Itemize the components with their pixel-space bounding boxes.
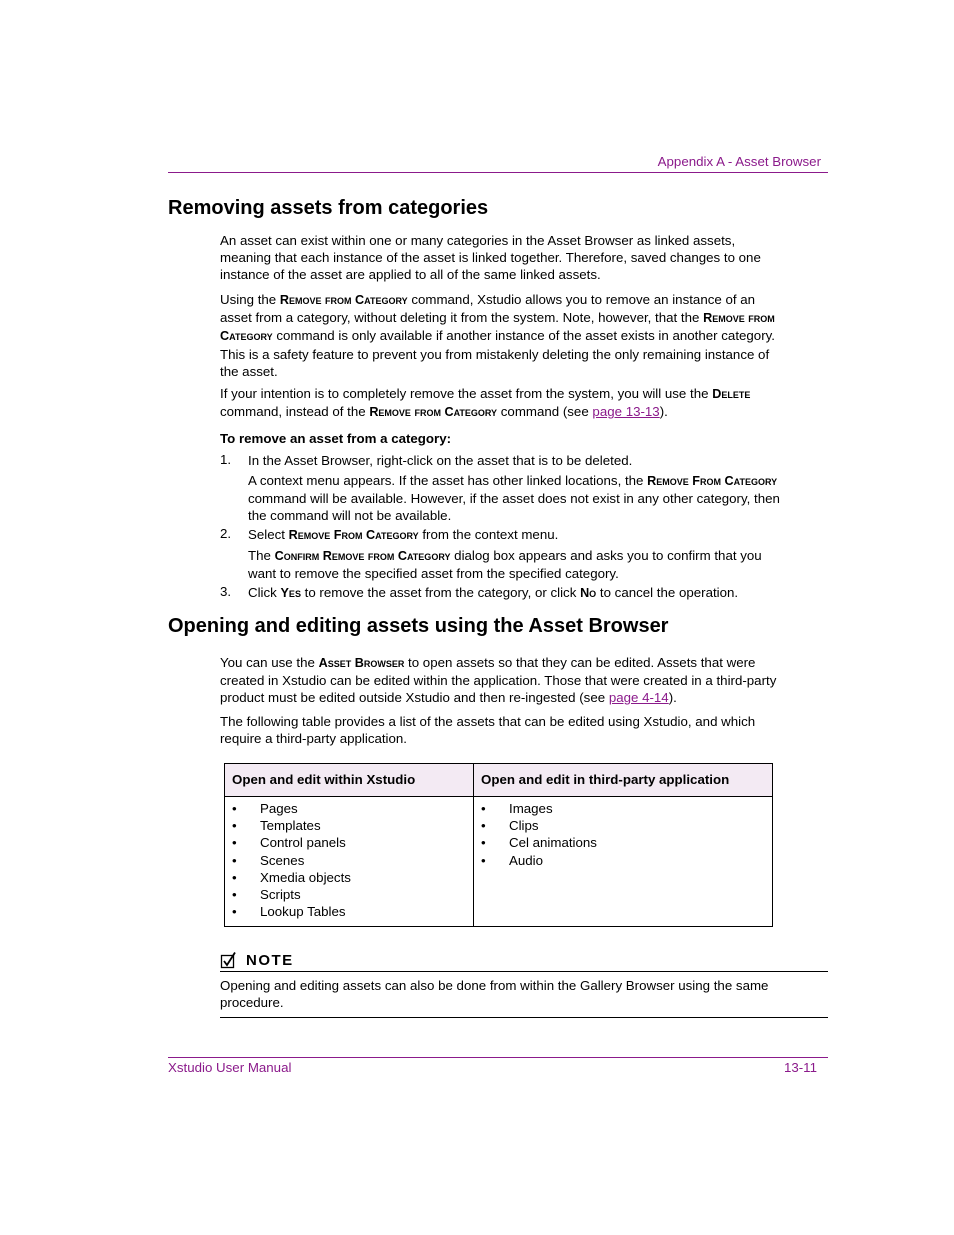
command-name: Remove From Category [647, 474, 778, 488]
checkbox-icon [220, 951, 238, 969]
text: command (see [497, 404, 593, 420]
text: ). [668, 690, 677, 706]
text: Using the [220, 292, 280, 307]
step-number: 1. [220, 452, 232, 467]
text: to cancel the operation. [596, 585, 739, 600]
command-name: Delete [712, 387, 751, 401]
text: A context menu appears. If the asset has other linked locations, the [248, 473, 648, 488]
text: to open assets so that they can be edited. Assets that were created in Xstudio can be edited within the application. Those that were created in a third-party product must be edited outside Xstudio and then re-ingested (see [220, 655, 777, 706]
footer-page-number: 13-11 [783, 1060, 817, 1075]
assets-table [224, 763, 773, 927]
text: from the context menu. [418, 527, 559, 542]
list-item: • Xmedia objects [225, 869, 473, 886]
note-label: NOTE [246, 951, 294, 969]
text: Select [248, 527, 289, 542]
command-name: No [580, 586, 597, 600]
bullet-list [474, 800, 772, 869]
command-name: Confirm Remove from Category [274, 549, 451, 563]
list-item: • Templates [225, 817, 473, 834]
text: The [248, 548, 275, 563]
step-text: In the Asset Browser, right-click on the asset that is to be deleted. [248, 453, 633, 468]
list-item: • Lookup Tables [225, 903, 473, 920]
page-link[interactable]: page 13-13 [592, 404, 660, 420]
step-note [248, 472, 783, 525]
list-item: • Images [474, 800, 772, 817]
footer-manual-title: Xstudio User Manual [168, 1060, 292, 1075]
step-text [248, 584, 783, 602]
table-header-cell: Open and edit in third-party application [474, 764, 773, 797]
table-cell [474, 797, 773, 927]
text: command, instead of the [220, 404, 370, 420]
section-title-removing: Removing assets from categories [168, 197, 489, 219]
list-item: • Clips [474, 817, 772, 834]
note-block [220, 948, 828, 1018]
table-header-cell: Open and edit within Xstudio [225, 764, 474, 797]
list-item: • Pages [225, 800, 473, 817]
list-item: • Audio [474, 852, 772, 869]
note-text: Opening and editing assets can also be done from within the Gallery Browser using the same procedure. [220, 978, 769, 1011]
text: dialog box appears and asks you to confirm that you want to remove the specified asset from the specified category. [248, 548, 762, 582]
text: Click [248, 585, 281, 600]
step-text [248, 526, 783, 544]
step-note [248, 547, 783, 582]
header-rule [168, 172, 828, 173]
list-item: • Cel animations [474, 834, 772, 851]
text: command will be available. However, if the asset does not exist in any other category, then the command will not be available. [248, 491, 780, 524]
text: to remove the asset from the category, or click [300, 585, 581, 600]
note-rule-bottom [220, 1017, 828, 1018]
command-name: Remove from Category [220, 311, 775, 344]
paragraph [220, 385, 780, 421]
paragraph [220, 654, 780, 707]
list-item: • Scenes [225, 852, 473, 869]
paragraph: An asset can exist within one or many categories in the Asset Browser as linked assets, meaning that each instance of the asset is linked together. Therefore, saved changes to one instance of the asset are applied to all of the same linked assets. [220, 233, 761, 283]
text: If your intention is to completely remove the asset from the system, you will use the [220, 386, 713, 401]
bullet-list [225, 800, 473, 920]
command-name: Yes [280, 586, 301, 600]
text: ). [659, 404, 668, 420]
list-item: • Scripts [225, 886, 473, 903]
command-name: Remove From Category [288, 528, 419, 542]
command-name: Remove from Category [369, 405, 498, 420]
paragraph [220, 291, 780, 380]
note-rule-top [220, 971, 828, 972]
text: command, Xstudio allows you to remove an instance of an asset from a category, without deleting it from the system. Note, however, that the [220, 292, 756, 326]
page-link[interactable]: page 4-14 [608, 690, 669, 706]
text: You can use the [220, 655, 319, 670]
footer-rule [168, 1057, 828, 1058]
table-row [225, 797, 773, 927]
note-heading [220, 948, 828, 972]
table-cell [225, 797, 474, 927]
command-name: Asset Browser [318, 656, 405, 670]
paragraph: The following table provides a list of the assets that can be edited using Xstudio, and which require a third-party application. [220, 714, 756, 747]
procedure-title: To remove an asset from a category: [220, 431, 452, 446]
list-item: • Control panels [225, 834, 473, 851]
section-title-opening: Opening and editing assets using the Asset Browser [168, 615, 669, 637]
running-header: Appendix A - Asset Browser [657, 154, 821, 169]
text: command is only available if another instance of the asset exists in another category. This is a safety feature to prevent you from mistakenly deleting the only remaining instance of the asset. [220, 328, 775, 379]
command-name: Remove from Category [279, 293, 408, 307]
table-header-row [225, 764, 773, 797]
step-number: 2. [220, 526, 232, 541]
step-number: 3. [220, 584, 232, 599]
